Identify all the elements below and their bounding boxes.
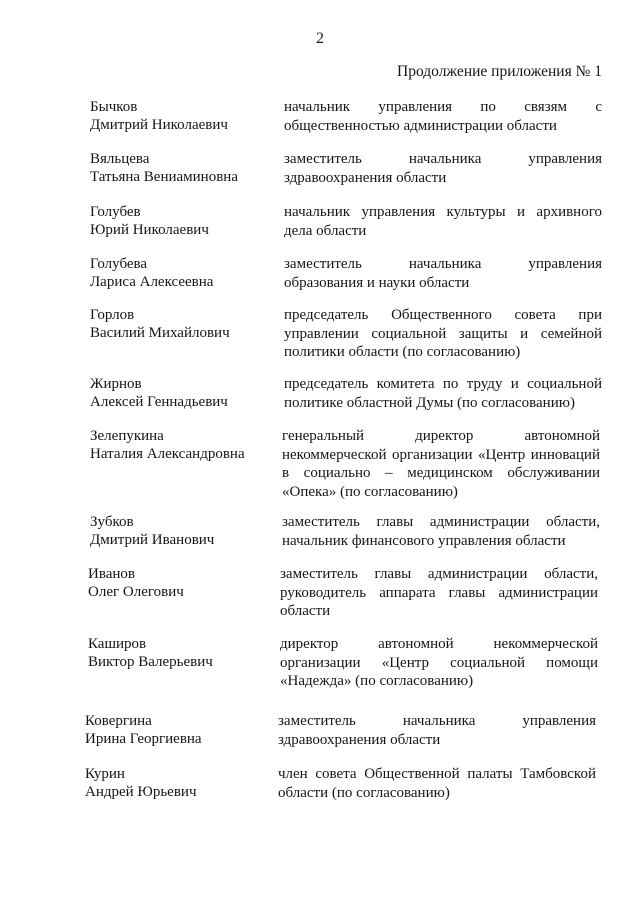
member-role	[284, 375, 602, 412]
member-role-line: общественностью администрации области	[284, 117, 557, 134]
member-surname: Иванов	[88, 566, 135, 582]
member-role-line: управлении социальной защиты и семейной	[284, 325, 602, 342]
member-role-line: политики области (по согласованию)	[284, 344, 521, 360]
member-given-names: Татьяна Вениаминовна	[90, 169, 238, 185]
member-role-line: заместитель главы администрации области,	[282, 514, 600, 530]
member-surname: Голубев	[90, 204, 141, 220]
member-role-line: некоммерческой организации «Центр инноваций	[282, 446, 600, 463]
member-surname: Ковергина	[85, 713, 152, 729]
member-role-line: руководитель аппарата главы администрации	[280, 584, 598, 601]
member-surname: Голубева	[90, 256, 148, 272]
member-surname: Горлов	[90, 307, 135, 323]
member-name	[90, 306, 265, 342]
member-role	[284, 306, 602, 362]
member-role-line: заместитель главы администрации области,	[280, 566, 598, 582]
member-given-names: Лариса Алексеевна	[90, 274, 214, 290]
member-role-line: дела области	[284, 222, 367, 239]
member-name	[90, 150, 265, 186]
member-role-line: председатель комитета по труду и социальной	[284, 376, 602, 392]
member-role-line: председатель Общественного совета при	[284, 307, 602, 323]
member-given-names: Андрей Юрьевич	[85, 784, 197, 800]
member-name	[90, 427, 265, 463]
member-role-line: член совета Общественной палаты Тамбовской	[278, 766, 596, 782]
member-role	[282, 427, 600, 501]
member-role	[284, 203, 602, 240]
page-number: 2	[316, 30, 324, 47]
member-role	[282, 513, 600, 550]
member-role	[278, 712, 596, 749]
member-surname: Каширов	[88, 636, 147, 652]
member-given-names: Олег Олегович	[88, 584, 184, 600]
member-role-line: организации «Центр социальной помощи	[280, 654, 598, 671]
member-name	[88, 565, 263, 601]
member-role-line: заместитель начальника управления	[278, 713, 596, 729]
member-role-line: области (по согласованию)	[278, 784, 450, 801]
member-given-names: Дмитрий Иванович	[90, 532, 215, 548]
member-role-line: «Опека» (по согласованию)	[282, 483, 458, 500]
member-role	[284, 98, 602, 135]
member-role-line: заместитель начальника управления	[284, 151, 602, 167]
member-role-line: в социально – медицинском обслуживании	[282, 465, 600, 481]
member-role-line: политике областной Думы (по согласованию)	[284, 394, 575, 411]
member-role-line: образования и науки области	[284, 274, 470, 291]
member-given-names: Виктор Валерьевич	[88, 654, 213, 670]
member-role	[280, 635, 598, 691]
member-role-line: заместитель начальника управления	[284, 256, 602, 272]
member-name	[90, 203, 265, 239]
member-name	[88, 635, 263, 671]
member-name	[90, 513, 265, 549]
member-role-line: здравоохранения области	[284, 169, 447, 186]
member-name	[85, 765, 260, 801]
member-surname: Зубков	[90, 514, 134, 530]
member-role-line: начальник управления культуры и архивного	[284, 204, 602, 220]
member-role-line: области	[280, 603, 331, 619]
member-surname: Бычков	[90, 99, 138, 115]
continuation-heading: Продолжение приложения № 1	[397, 63, 602, 80]
member-name	[90, 255, 265, 291]
member-role-line: «Надежда» (по согласованию)	[280, 673, 474, 689]
member-name	[85, 712, 260, 748]
member-role	[284, 150, 602, 187]
member-role-line: здравоохранения области	[278, 731, 441, 748]
member-surname: Жирнов	[90, 376, 142, 392]
member-role-line: начальник финансового управления области	[282, 532, 566, 549]
member-role-line: директор автономной некоммерческой	[280, 636, 598, 652]
member-role-line: начальник управления по связям с	[284, 99, 602, 115]
member-surname: Вяльцева	[90, 151, 150, 167]
member-name	[90, 375, 265, 411]
member-given-names: Юрий Николаевич	[90, 222, 209, 238]
member-role	[278, 765, 596, 802]
member-given-names: Дмитрий Николаевич	[90, 117, 228, 133]
member-role-line: генеральный директор автономной	[282, 428, 600, 444]
member-role	[284, 255, 602, 292]
member-given-names: Ирина Георгиевна	[85, 731, 202, 747]
member-surname: Зелепукина	[90, 428, 164, 444]
member-given-names: Алексей Геннадьевич	[90, 394, 228, 410]
member-name	[90, 98, 265, 134]
member-surname: Курин	[85, 766, 125, 782]
member-given-names: Наталия Александровна	[90, 446, 245, 462]
member-given-names: Василий Михайлович	[90, 325, 230, 341]
member-role	[280, 565, 598, 621]
